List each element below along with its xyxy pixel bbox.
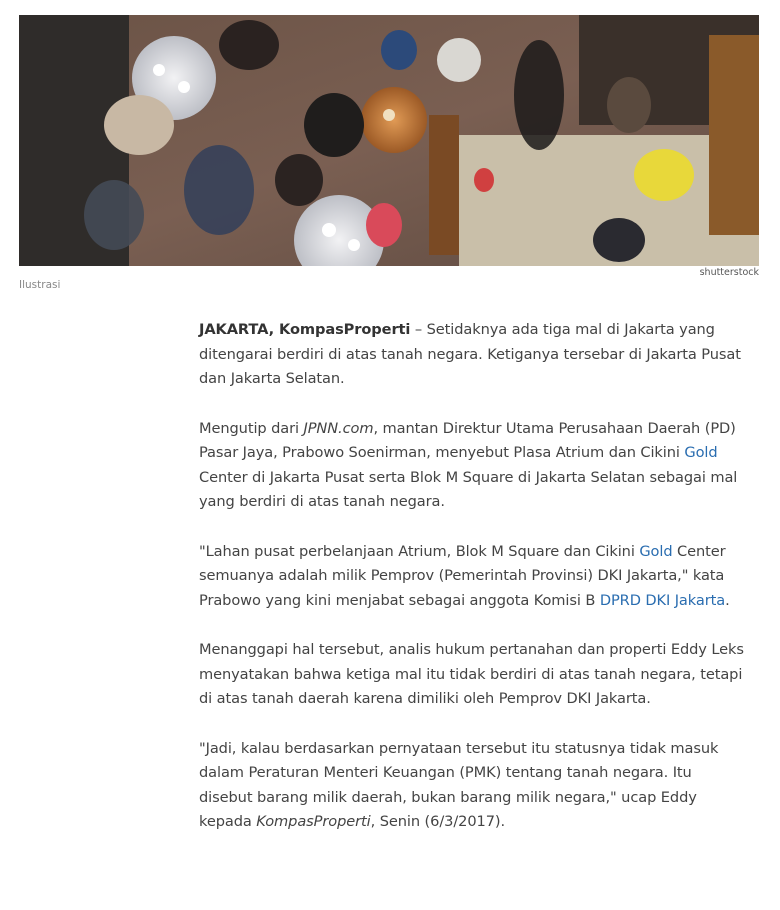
paragraph-3-text-c: . bbox=[725, 591, 730, 609]
article-body bbox=[199, 318, 744, 860]
paragraph-2 bbox=[199, 417, 744, 515]
dateline: JAKARTA, KompasProperti bbox=[199, 321, 411, 338]
cafe-scene-illustration bbox=[19, 15, 759, 266]
dprd-dki-jakarta-link[interactable]: DPRD DKI Jakarta bbox=[599, 591, 726, 609]
paragraph-2-text-c: Center di Jakarta Pusat serta Blok M Square di Jakarta Selatan sebagai mal yang berdiri di atas tanah negara. bbox=[199, 468, 738, 510]
gold-link[interactable]: Gold bbox=[684, 444, 718, 461]
paragraph-3 bbox=[199, 540, 744, 614]
paragraph-3-text-a: "Lahan pusat perbelanjaan Atrium, Blok M Square dan Cikini bbox=[199, 542, 640, 560]
gold-link[interactable]: Gold bbox=[639, 542, 673, 560]
article-photo bbox=[19, 15, 759, 266]
paragraph-2-text-a: Mengutip dari bbox=[199, 419, 304, 437]
paragraph-1-text: – Setidaknya ada tiga mal di Jakarta yang ditengarai berdiri di atas tanah negara. Ketiganya tersebar di Jakarta Pusat dan Jakarta Selatan. bbox=[199, 321, 741, 387]
source-kompasproperti: KompasProperti bbox=[256, 813, 371, 830]
paragraph-5-text-a: "Jadi, kalau berdasarkan pernyataan tersebut itu statusnya tidak masuk dalam Peraturan Menteri Keuangan (PMK) tentang tanah negara. Itu disebut barang milik daerah, bukan barang milik negara," ucap Eddy kepada bbox=[199, 739, 719, 830]
source-jpnn: JPNN.com bbox=[303, 419, 374, 437]
paragraph-1 bbox=[199, 318, 744, 392]
paragraph-5-text-b: , Senin (6/3/2017). bbox=[370, 813, 506, 830]
paragraph-4: Menanggapi hal tersebut, analis hukum pertanahan dan properti Eddy Leks menyatakan bahwa ketiga mal itu tidak berdiri di atas tanah negara, tetapi di atas tanah daerah karena dimiliki oleh Pemprov DKI Jakarta. bbox=[199, 641, 744, 707]
paragraph-3-text-b: Center semuanya adalah milik Pemprov (Pemerintah Provinsi) DKI Jakarta," kata Prabowo yang kini menjabat sebagai anggota Komisi B bbox=[199, 542, 726, 609]
photo-caption: Ilustrasi bbox=[19, 279, 61, 291]
photo-credit: shutterstock bbox=[699, 267, 759, 278]
paragraph-2-text-b: , mantan Direktur Utama Perusahaan Daerah (PD) Pasar Jaya, Prabowo Soenirman, menyebut Plasa Atrium dan Cikini bbox=[199, 419, 736, 461]
paragraph-5 bbox=[199, 737, 744, 835]
